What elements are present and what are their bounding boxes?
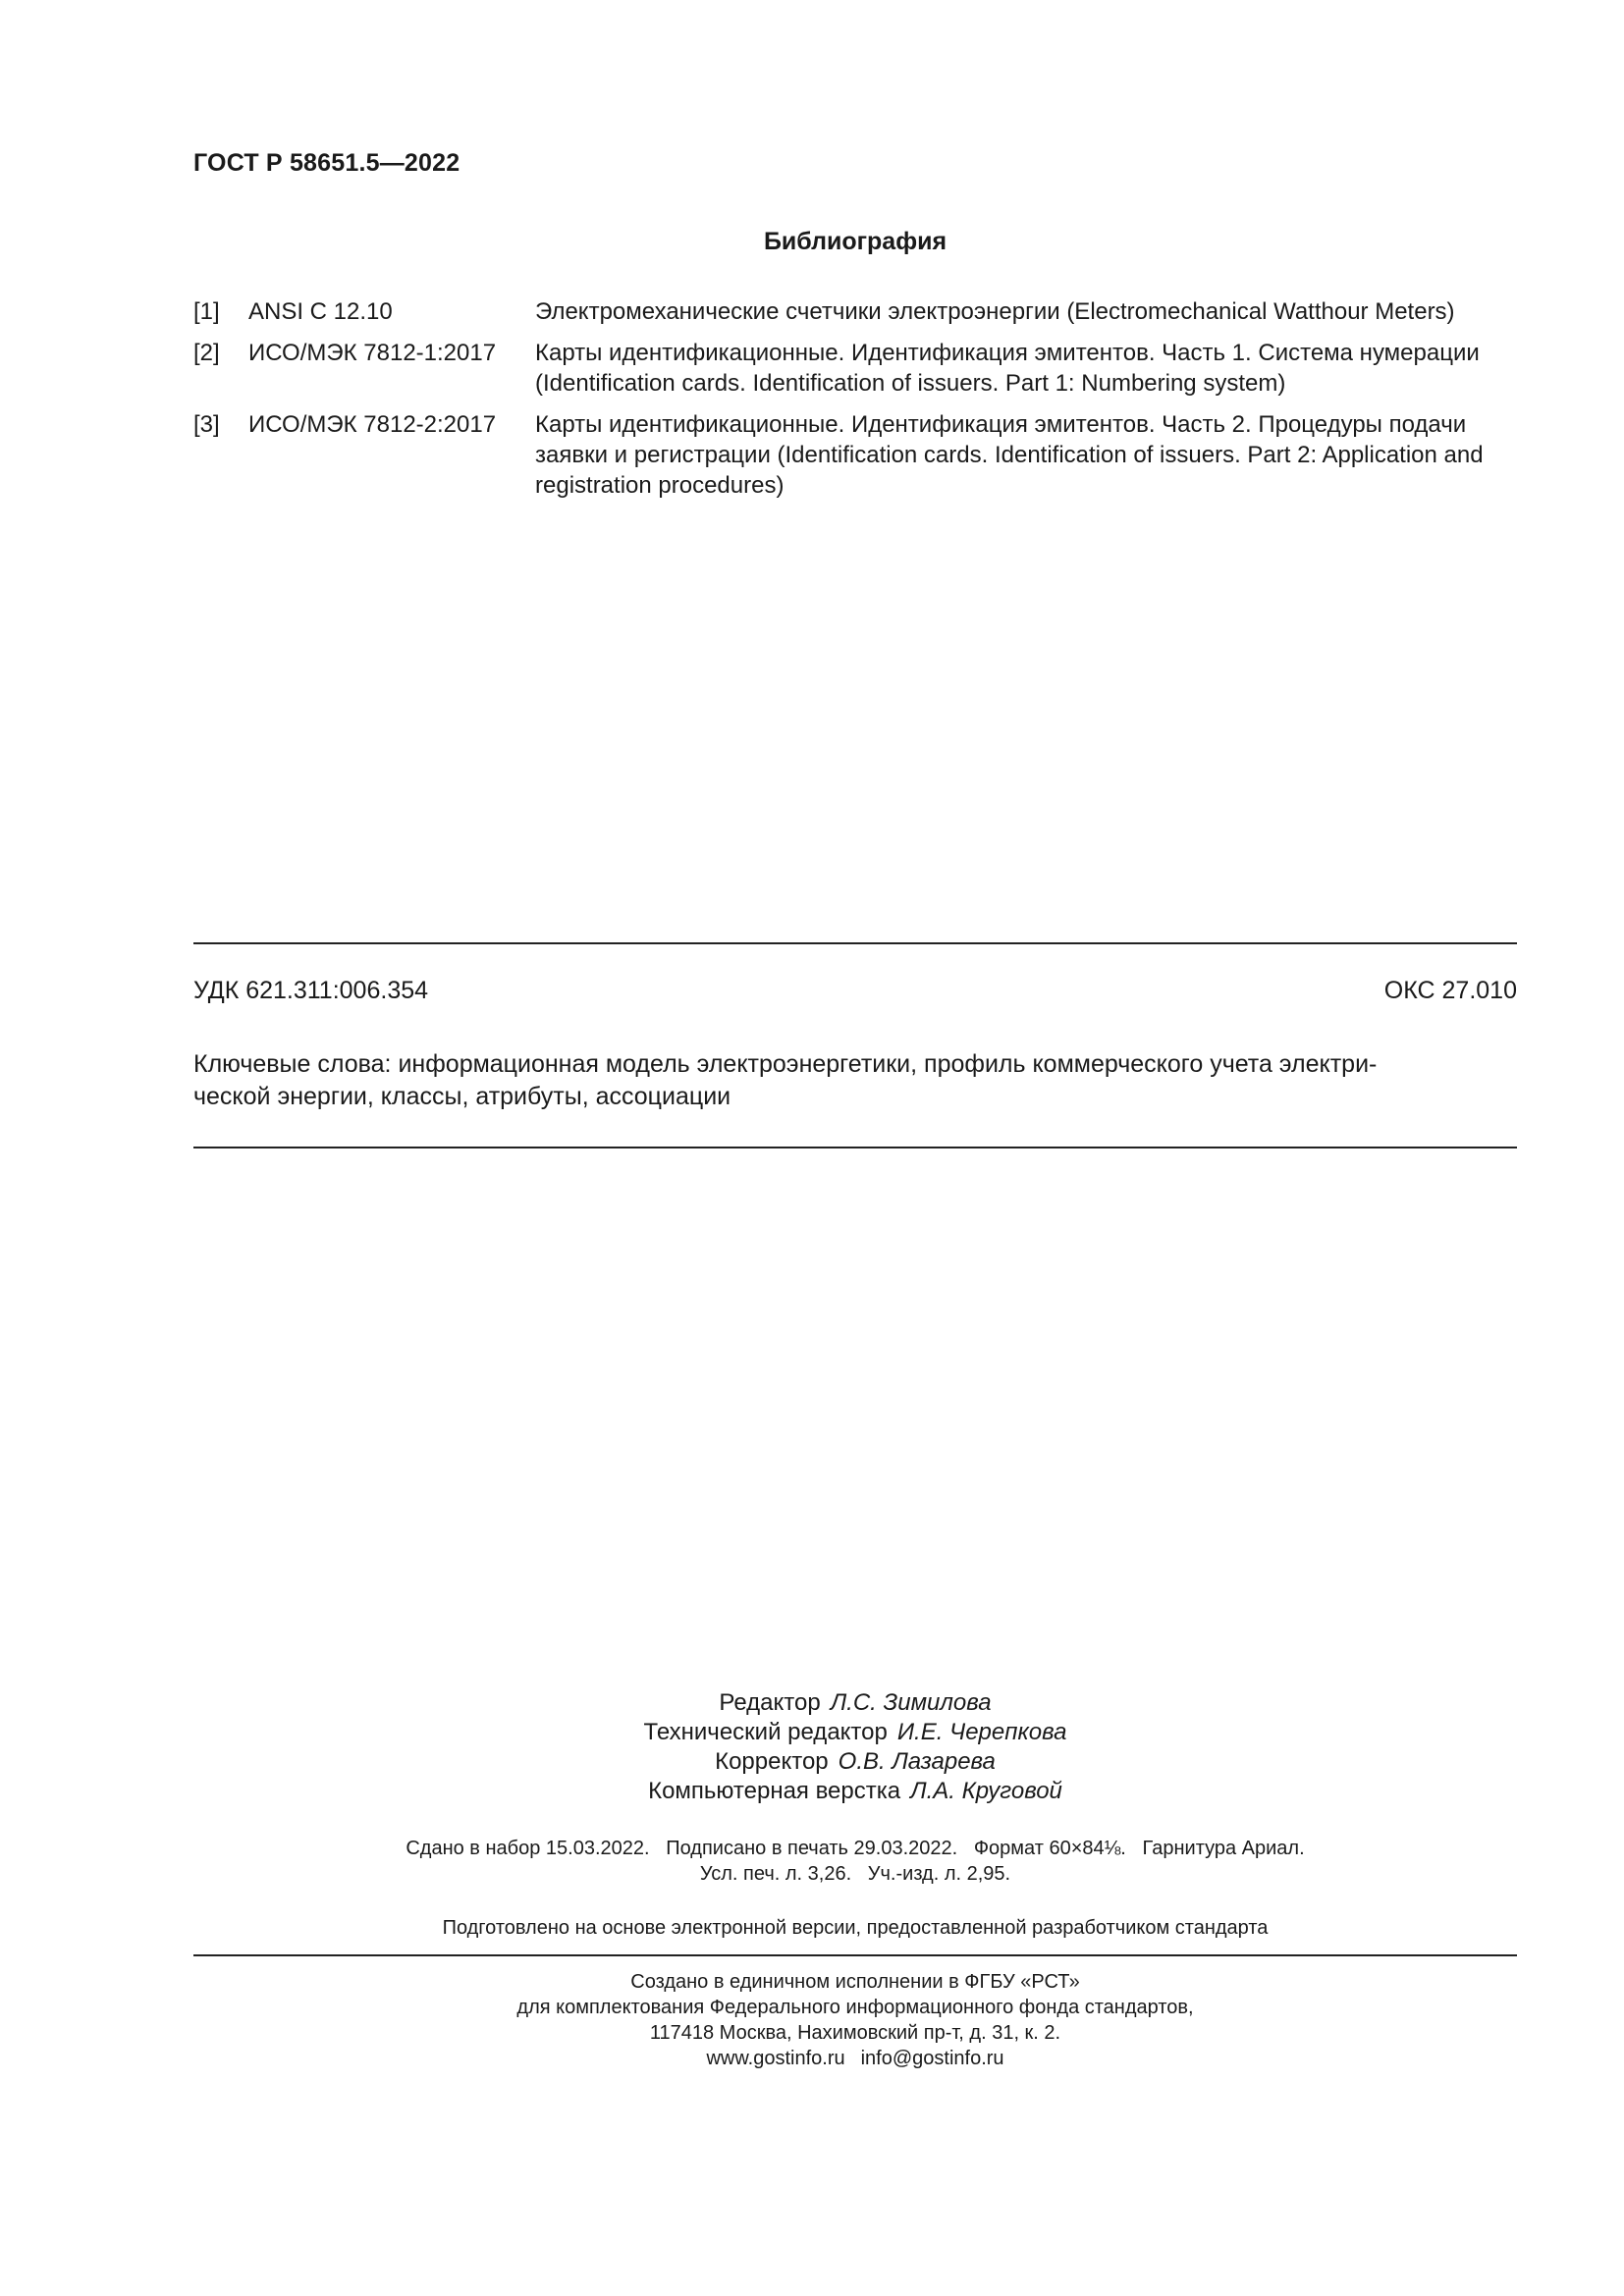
credit-role: Компьютерная верстка: [648, 1778, 901, 1804]
divider-middle: [193, 1147, 1517, 1148]
udk-code: УДК 621.311:006.354: [193, 977, 429, 1004]
publisher-line: для комплектования Федерального информационного фонда стандартов,: [516, 1997, 1194, 2018]
credit-role: Технический редактор: [643, 1719, 888, 1745]
credit-editor: [193, 1688, 1517, 1718]
bibliography-item: [193, 296, 1517, 327]
credit-technical-editor: [193, 1718, 1517, 1747]
publisher-block: [193, 1969, 1517, 2071]
bibliography-item-reference: ИСО/МЭК 7812-2:2017: [248, 411, 497, 438]
email-link[interactable]: info@gostinfo.ru: [860, 2048, 1004, 2069]
bibliography-item-text: Электромеханические счетчики электроэнергии (Electromechanical Watthour Meters): [535, 298, 1455, 325]
bibliography-item-reference: ANSI C 12.10: [248, 298, 393, 325]
prepared-note: Подготовлено на основе электронной версии, предоставленной разработчиком стандарта: [442, 1917, 1269, 1939]
bibliography-item-text: Карты идентификационные. Идентификация эмитентов. Часть 1. Система нумерации (Identification cards. Identification of issuers. Part 1: Numbering system): [535, 340, 1480, 397]
credit-name: Л.С. Зимилова: [830, 1689, 992, 1716]
keywords: [193, 1048, 1517, 1113]
keywords-line: Ключевые слова: информационная модель электроэнергетики, профиль коммерческого учета электри-: [193, 1050, 1378, 1078]
divider-bottom: [193, 1954, 1517, 1956]
imprint-block: [193, 1836, 1517, 1887]
credit-name: И.Е. Черепкова: [896, 1719, 1067, 1745]
publisher-address: 117418 Москва, Нахимовский пр-т, д. 31, к. 2.: [649, 2022, 1061, 2044]
publisher-contacts: [193, 2046, 1517, 2071]
document-code: ГОСТ Р 58651.5—2022: [193, 149, 460, 177]
website-link[interactable]: www.gostinfo.ru: [706, 2048, 845, 2069]
imprint-line: Усл. печ. л. 3,26. Уч.-изд. л. 2,95.: [699, 1863, 1011, 1885]
credit-role: Корректор: [715, 1748, 829, 1775]
document-page: [193, 0, 1517, 2296]
bibliography-item-number: [2]: [193, 340, 220, 366]
credits-block: [193, 1688, 1517, 1806]
bibliography-list: [193, 296, 1517, 511]
credit-proofreader: [193, 1747, 1517, 1777]
oks-code: ОКС 27.010: [1383, 977, 1517, 1004]
bibliography-item-reference: ИСО/МЭК 7812-1:2017: [248, 340, 497, 366]
bibliography-title: Библиография: [763, 228, 947, 255]
bibliography-item: [193, 338, 1517, 399]
keywords-line: ческой энергии, классы, атрибуты, ассоциации: [193, 1083, 731, 1110]
bibliography-item: [193, 409, 1517, 501]
credit-role: Редактор: [719, 1689, 821, 1716]
divider-top: [193, 942, 1517, 944]
bibliography-item-text: Карты идентификационные. Идентификация эмитентов. Часть 2. Процедуры подачи заявки и регистрации (Identification cards. Identification of issuers. Part 2: Application and registration procedures): [535, 411, 1484, 499]
imprint-line: Сдано в набор 15.03.2022. Подписано в печать 29.03.2022. Формат 60×84⅛. Гарнитура Ариал.: [406, 1838, 1305, 1859]
bibliography-item-number: [1]: [193, 298, 220, 325]
credit-name: Л.А. Круговой: [910, 1778, 1062, 1804]
credit-layout: [193, 1777, 1517, 1806]
bibliography-item-number: [3]: [193, 411, 220, 438]
credit-name: О.В. Лазарева: [838, 1748, 996, 1775]
publisher-line: Создано в единичном исполнении в ФГБУ «РСТ»: [630, 1971, 1080, 1993]
